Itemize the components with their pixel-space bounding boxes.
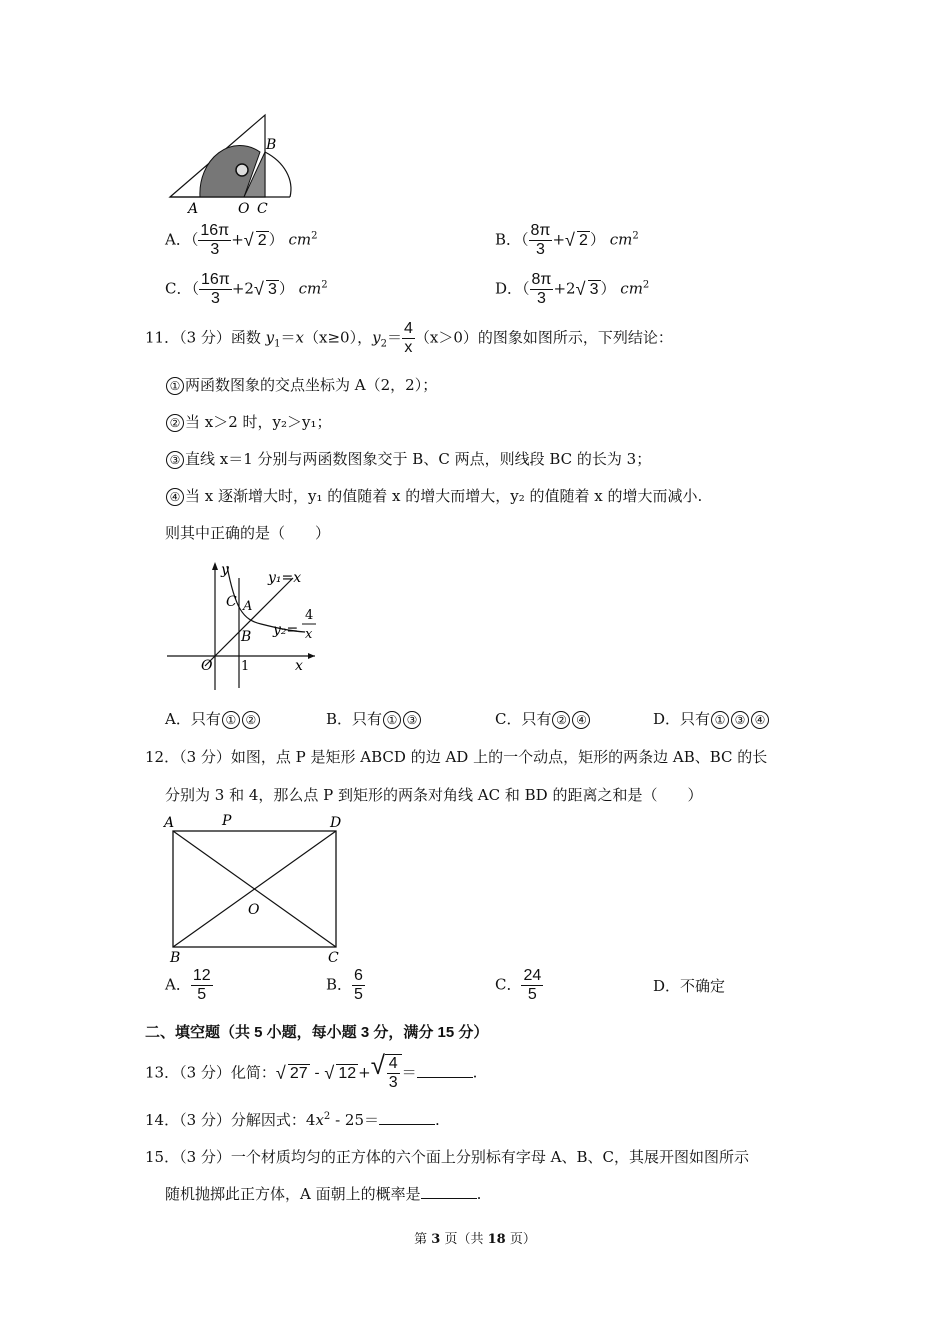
q12-option-d[interactable]: D．不确定 [653, 977, 726, 995]
q11-item-1: ① 两函数图象的交点坐标为 A（2，2）； [165, 374, 437, 395]
q15-line2: 随机抛掷此正方体，A 面朝上的概率是 . [165, 1185, 482, 1203]
graph-curve-label: y₂= [273, 622, 299, 638]
graph-x-label: x [295, 658, 303, 674]
q14: 14．（3 分）分解因式：$4x^2 - 25=$ . [145, 1111, 440, 1129]
q11-option-c[interactable]: C．只有 ② ④ [495, 708, 591, 729]
section-2-heading: 二、填空题（共 5 小题，每小题 3 分，满分 15 分） [145, 1024, 489, 1041]
q12-option-c[interactable]: C． $\frac{24}{5}$ [495, 967, 542, 1003]
graph-a-label: A [243, 599, 253, 614]
rect-label-b: B [170, 950, 181, 965]
graph-curve-num: 4 [305, 608, 314, 623]
fig10-label-a: A [188, 201, 199, 217]
graph-b-label: B [241, 629, 252, 645]
fig10-label-c: C [257, 201, 268, 217]
q14-answer-blank[interactable] [379, 1110, 435, 1125]
q13-answer-blank[interactable] [417, 1063, 473, 1078]
q10-option-a[interactable]: A．（ $\frac{16\pi}{3}$ + √ 2 ） $cm^2$ [165, 222, 318, 258]
q11-question: 则其中正确的是（ ） [165, 524, 331, 542]
q12-stem-line2: 分别为 3 和 4，那么点 P 到矩形的两条对角线 AC 和 BD 的距离之和是（ ） [165, 786, 703, 804]
graph-curve-den: x [305, 627, 313, 642]
rect-label-a: A [164, 815, 175, 831]
q10-option-b[interactable]: B．（ $\frac{8\pi}{3}$ + √ 2 ） $cm^2$ [495, 222, 639, 258]
q11-item-2: ② 当 x＞2 时，y₂＞y₁； [165, 411, 332, 432]
q11-stem: 11．（3 分）函数 $y_1=x(x\ge 0)$，$y_2=$ $\frac{4}{x}$ （x＞0）的图象如图所示，下列结论： [145, 320, 673, 356]
rect-label-o: O [248, 902, 260, 918]
rect-label-c: C [328, 950, 339, 965]
graph-c-label: C [226, 594, 237, 610]
q11-option-b[interactable]: B．只有 ① ③ [326, 708, 422, 729]
rect-label-p: P [222, 813, 232, 829]
q11-graph [165, 558, 325, 693]
q12-stem-line1: 12．（3 分）如图，点 P 是矩形 ABCD 的边 AD 上的一个动点，矩形的两条边 AB、BC 的长 [145, 748, 768, 766]
q12-option-a[interactable]: A． $\frac{12}{5}$ [165, 967, 211, 1003]
y-axis-arrow-icon [212, 562, 218, 570]
q15-line1: 15．（3 分）一个材质均匀的正方体的六个面上分别标有字母 A、B、C，其展开图如图所示 [145, 1148, 750, 1166]
q11-option-a[interactable]: A．只有 ① ② [165, 708, 261, 729]
semicircle-shaded [170, 115, 291, 197]
graph-origin-label: O [201, 658, 213, 674]
q10-option-c[interactable]: C．（ $\frac{16\pi}{3}$ +2 √ 3 ） $cm^2$ [165, 271, 328, 307]
graph-one-label: 1 [241, 659, 250, 674]
fig10-label-b: B [266, 137, 277, 153]
x-axis-arrow-icon [308, 653, 315, 659]
graph-line-label: y₁=x [268, 570, 302, 586]
q11-item-4: ④ 当 x 逐渐增大时，y₁ 的值随着 x 的增大而增大，y₂ 的值随着 x 的增大而减小. [165, 485, 702, 506]
q12-option-b[interactable]: B． $\frac{6}{5}$ [326, 967, 363, 1003]
q12-rectangle-figure [160, 810, 355, 965]
q15-answer-blank[interactable] [421, 1184, 477, 1199]
graph-y-label: y [221, 562, 229, 578]
q11-option-d[interactable]: D．只有 ① ③ ④ [653, 708, 770, 729]
q11-item-3: ③ 直线 x＝1 分别与两函数图象交于 B、C 两点，则线段 BC 的长为 3； [165, 448, 651, 469]
rect-label-d: D [330, 815, 342, 831]
q13: 13．（3 分）化简： √ 27 - √ 12 + √ $\frac{4}{3}$ ＝ . [145, 1050, 478, 1091]
q10-option-d[interactable]: D．（ $\frac{8\pi}{3}$ +2 √ 3 ） $cm^2$ [495, 271, 650, 307]
fig10-label-o: O [238, 201, 250, 217]
q10-figure [160, 112, 320, 217]
page-footer: 第 3 页（共 18 页） [414, 1232, 536, 1247]
